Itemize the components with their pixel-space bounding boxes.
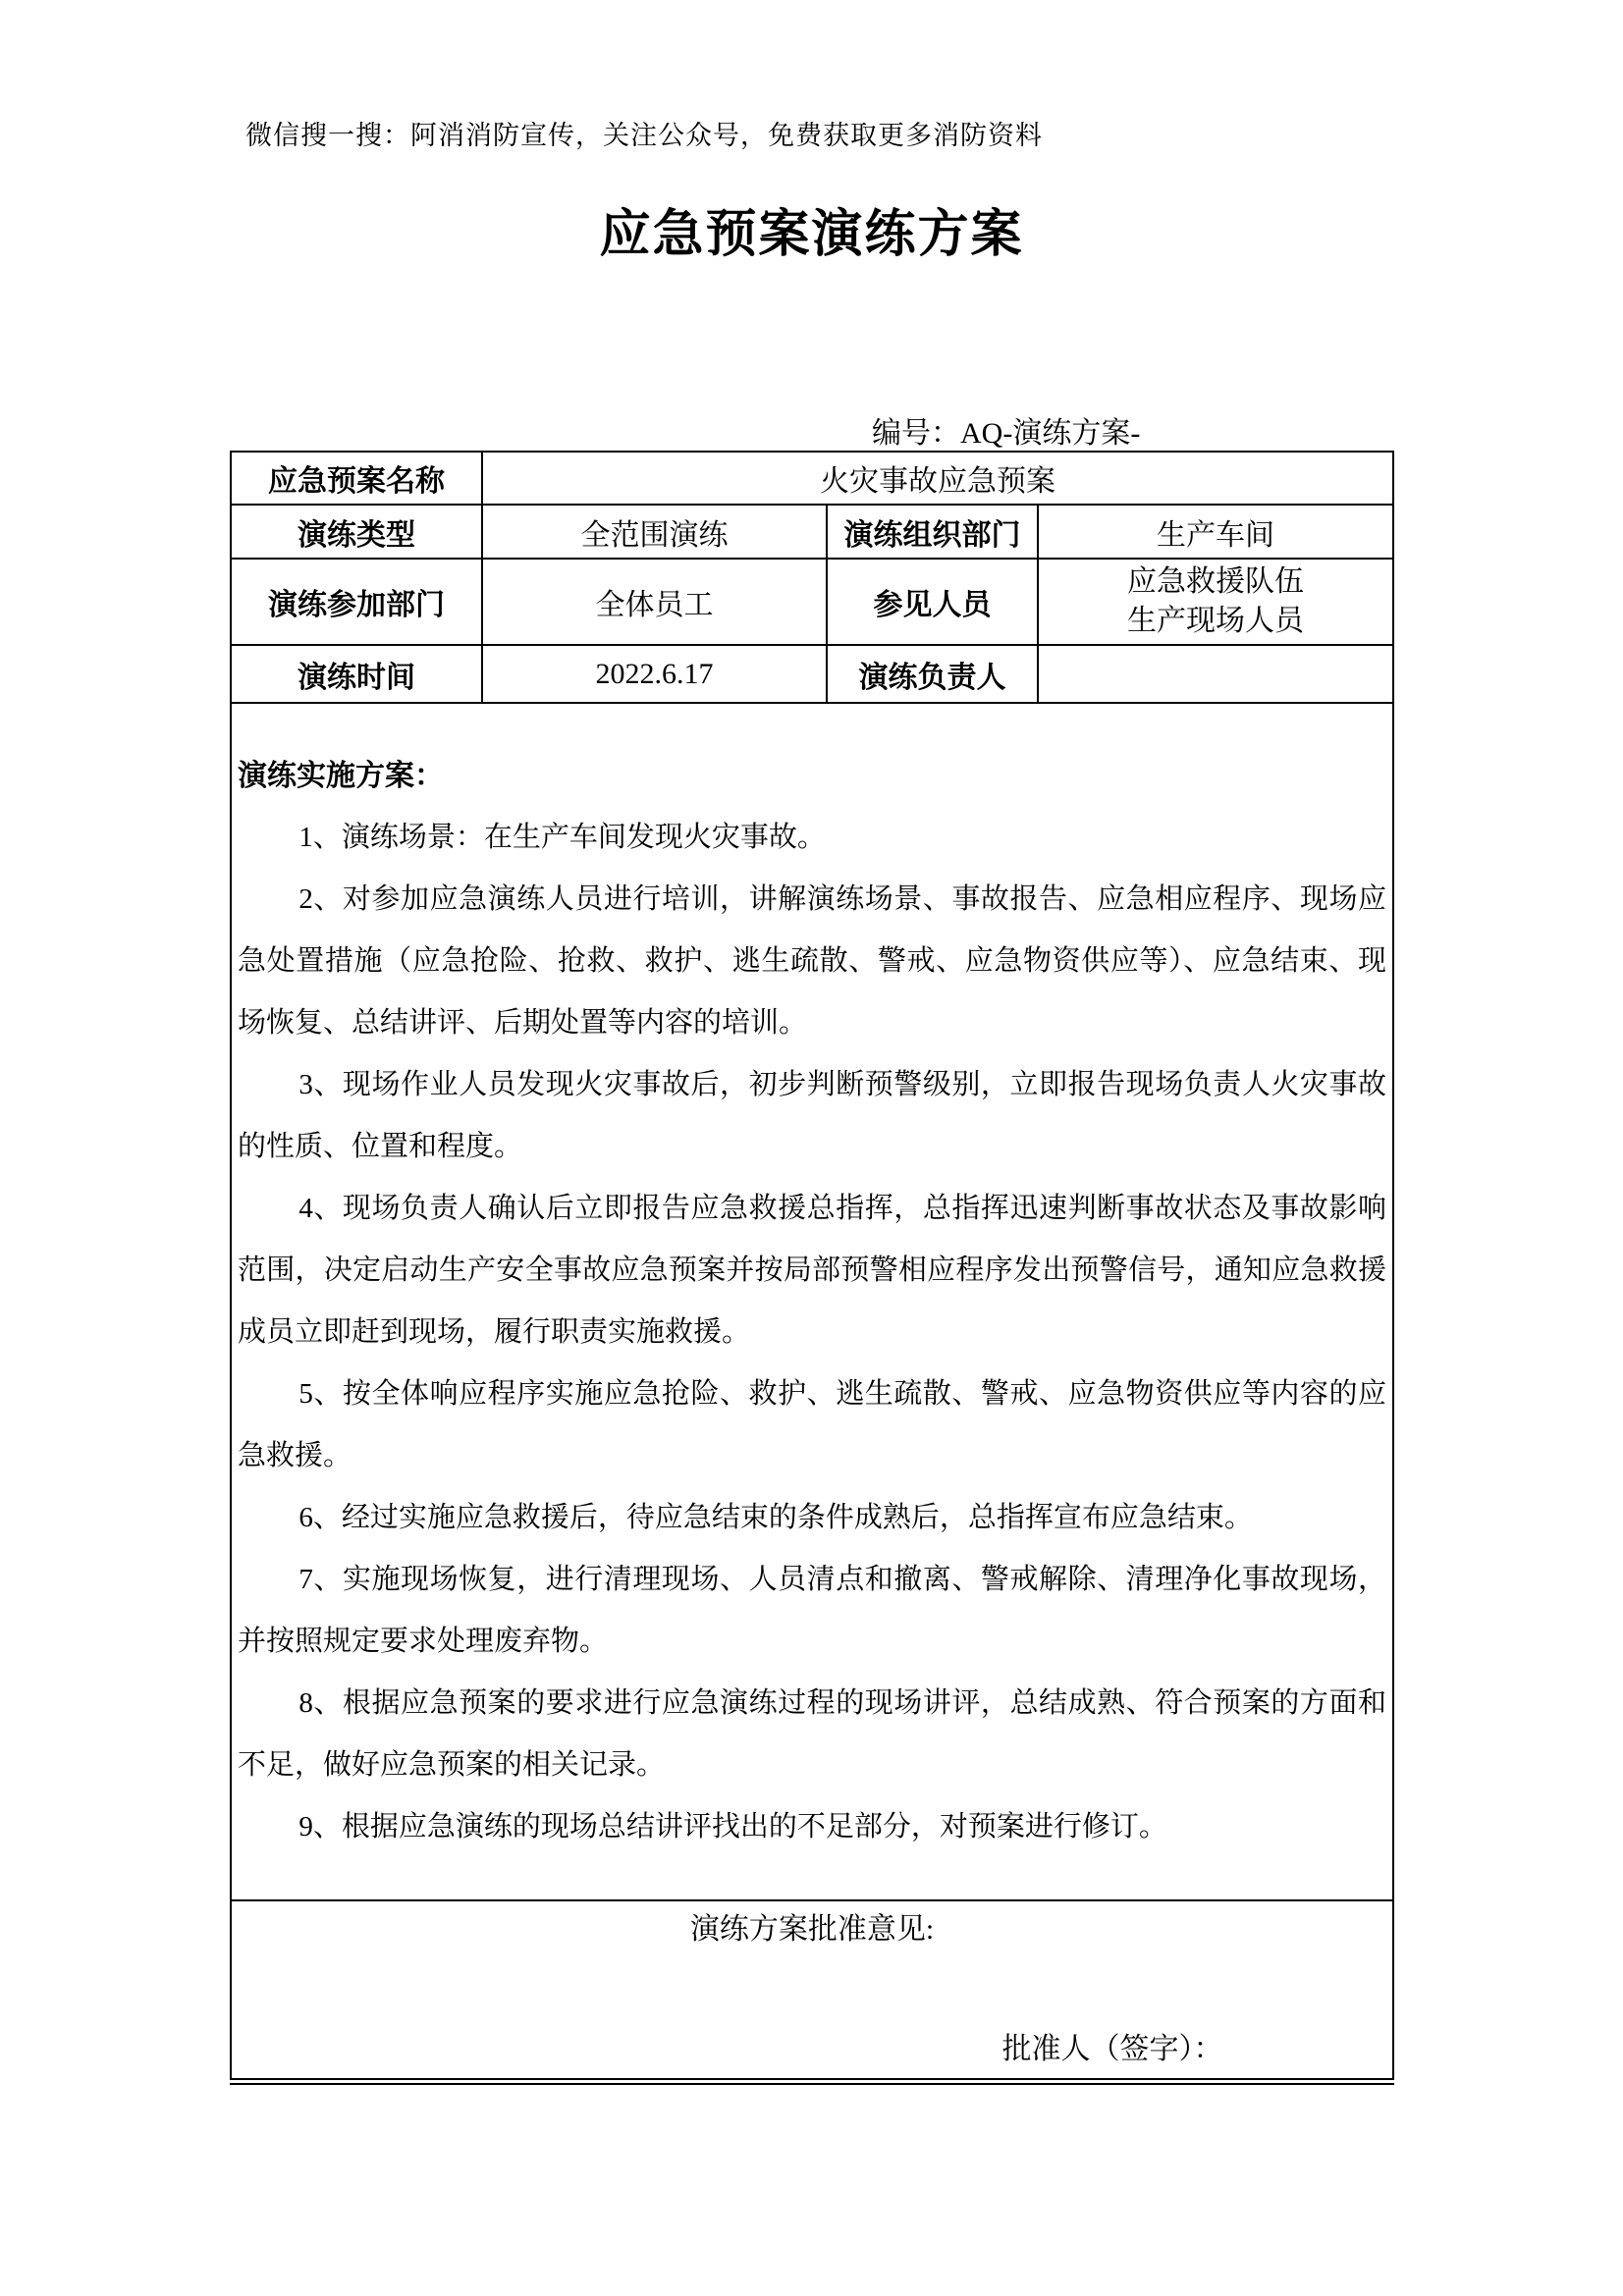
- participating-depts-label: 演练参加部门: [231, 559, 482, 645]
- plan-step-1: 1、演练场景：在生产车间发现火灾事故。: [298, 822, 826, 853]
- drill-time-label: 演练时间: [231, 645, 482, 703]
- participants-value-line2: 生产现场人员: [1127, 605, 1305, 637]
- drill-type-label: 演练类型: [231, 505, 482, 559]
- plan-steps: [238, 807, 1386, 1858]
- plan-section-cell: [231, 703, 1393, 1900]
- row-drill-type: [231, 505, 1393, 559]
- drill-leader-label: 演练负责人: [827, 645, 1038, 703]
- row-drill-time: [231, 645, 1393, 703]
- plan-step-8: 8、根据应急预案的要求进行应急演练过程的现场讲评，总结成熟、符合预案的方面和不足，做好应急预案的相关记录。: [238, 1687, 1387, 1781]
- drill-leader-value: [1038, 645, 1393, 703]
- plan-step-6: 6、经过实施应急救援后，待应急结束的条件成熟后，总指挥宣布应急结束。: [298, 1502, 1253, 1533]
- approval-section-cell: [231, 1900, 1393, 2079]
- document-title: 应急预案演练方案: [599, 207, 1024, 263]
- row-participants: [231, 559, 1393, 645]
- plan-name-label: 应急预案名称: [231, 452, 482, 505]
- participants-value: [1038, 559, 1393, 645]
- organizer-value: 生产车间: [1038, 505, 1393, 559]
- drill-type-value: 全范围演练: [482, 505, 827, 559]
- participating-depts-value: 全体员工: [482, 559, 827, 645]
- row-plan-name: [231, 452, 1393, 505]
- organizer-label: 演练组织部门: [827, 505, 1038, 559]
- row-approval-section: [231, 1900, 1393, 2079]
- plan-step-3: 3、现场作业人员发现火灾事故后，初步判断预警级别，立即报告现场负责人火灾事故的性质、位置和程度。: [238, 1069, 1387, 1162]
- plan-step-9: 9、根据应急演练的现场总结讲评找出的不足部分，对预案进行修订。: [298, 1811, 1167, 1842]
- approver-signature-label: 批准人（签字）：: [1001, 2033, 1223, 2065]
- row-plan-section: [231, 703, 1393, 1900]
- info-table: [230, 451, 1394, 2080]
- approval-heading: 演练方案批准意见:: [689, 1913, 935, 1946]
- plan-step-2: 2、对参加应急演练人员进行培训，讲解演练场景、事故报告、应急相应程序、现场应急处置措施（应急抢险、抢救、救护、逃生疏散、警戒、应急物资供应等）、应急结束、现场恢复、总结讲评、后期处置等内容的培训。: [238, 883, 1387, 1039]
- participants-label: 参见人员: [827, 559, 1038, 645]
- wechat-header-note: 微信搜一搜：阿消消防宣传，关注公众号，免费获取更多消防资料: [245, 121, 1043, 150]
- plan-step-4: 4、现场负责人确认后立即报告应急救援总指挥，总指挥迅速判断事故状态及事故影响范围，决定启动生产安全事故应急预案并按局部预警相应程序发出预警信号，通知应急救援成员立即赶到现场，履行职责实施救援。: [238, 1193, 1387, 1348]
- drill-time-value: 2022.6.17: [482, 645, 827, 703]
- document-number: 编号：AQ-演练方案-: [872, 417, 1141, 450]
- plan-name-value: 火灾事故应急预案: [482, 452, 1393, 505]
- info-table-wrapper: [230, 451, 1394, 2085]
- plan-section-heading: 演练实施方案：: [238, 760, 444, 792]
- plan-step-5: 5、按全体响应程序实施应急抢险、救护、逃生疏散、警戒、应急物资供应等内容的应急救援。: [238, 1378, 1387, 1471]
- plan-step-7: 7、实施现场恢复，进行清理现场、人员清点和撤离、警戒解除、清理净化事故现场，并按照规定要求处理废弃物。: [238, 1564, 1387, 1657]
- participants-value-line1: 应急救援队伍: [1127, 565, 1305, 598]
